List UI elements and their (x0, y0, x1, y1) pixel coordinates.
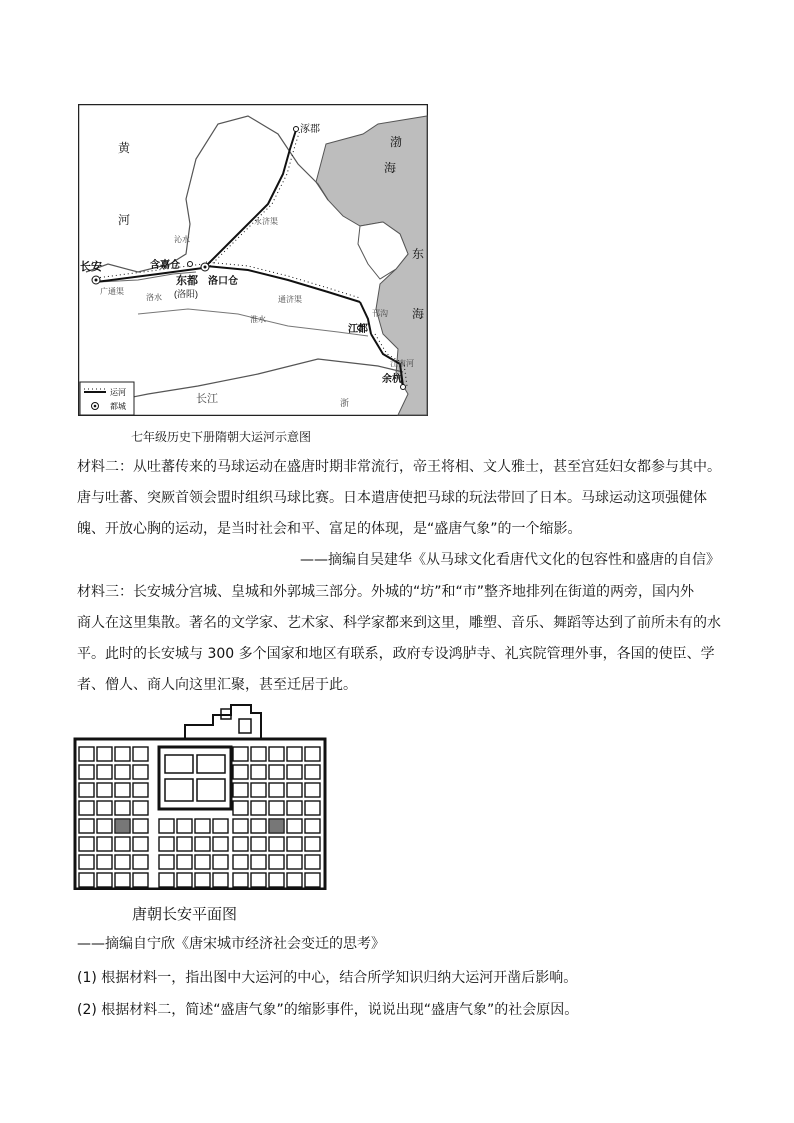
label-jiangnanhe: 江南河 (390, 359, 414, 368)
market-block (269, 819, 284, 833)
material-two-line: 唐与吐蕃、突厥首领会盟时组织马球比赛。日本遣唐使把马球的玩法带回了日本。马球运动这项强健体 (77, 490, 707, 506)
changan-plan-image (73, 703, 328, 890)
grand-canal-map-image (78, 104, 428, 416)
label-changan: 长安 (80, 261, 102, 273)
label-luoshui: 洛水 (146, 293, 162, 302)
market-block (115, 819, 130, 833)
label-qinshui: 沁水 (174, 235, 190, 244)
legend-canal-label: 运河 (110, 388, 126, 397)
label-dong: 东 (412, 247, 425, 261)
material-three-line: 者、僧人、商人向这里汇聚，甚至迁居于此。 (77, 677, 357, 693)
material-three (77, 577, 727, 701)
material-three-line: 商人在这里集散。著名的文学家、艺术家、科学家都来到这里，雕塑、音乐、舞蹈等达到了前所未有的水 (77, 615, 721, 631)
label-hanjiacang: 含嘉仓 (150, 260, 180, 271)
label-guangtongqu: 广通渠 (100, 287, 124, 296)
material-two-source: ——摘编自吴建华《从马球文化看唐代文化的包容性和盛唐的自信》 (300, 552, 720, 568)
label-huang: 黄 (118, 141, 131, 155)
label-hangou: 邗沟 (372, 309, 388, 318)
label-luoyang: (洛阳) (174, 289, 198, 299)
changan-plan-map (73, 703, 328, 890)
label-bo: 渤 (390, 135, 403, 149)
material-three-line: 平。此时的长安城与 300 多个国家和地区有联系，政府专设鸿胪寺、礼宾院管理外事，各国的使臣、学 (77, 646, 715, 662)
question-one: (1) 根据材料一，指出图中大运河的中心，结合所学知识归纳大运河开凿后影响。 (77, 970, 578, 986)
plan-caption: 唐朝长安平面图 (132, 905, 238, 923)
label-yuhang: 余杭 (382, 374, 402, 385)
grand-canal-map (78, 104, 428, 416)
material-two-line: 材料二：从吐蕃传来的马球运动在盛唐时期非常流行，帝王将相、文人雅士，甚至宫廷妇女都参与其中。 (77, 459, 721, 475)
map-legend (80, 382, 134, 415)
label-huaishui: 淮水 (250, 315, 266, 324)
label-yongjiqu: 永济渠 (254, 217, 278, 226)
label-changjiang: 长江 (196, 393, 218, 405)
material-two (77, 452, 727, 545)
material-two-line: 魄、开放心胸的运动，是当时社会和平、富足的体现，是“盛唐气象”的一个缩影。 (77, 521, 582, 537)
label-he: 河 (118, 213, 131, 227)
label-dongdu: 东都 (176, 275, 198, 287)
label-zhe: 浙 (340, 398, 350, 408)
label-hai1: 海 (384, 161, 397, 175)
material-three-line: 材料三：长安城分宫城、皇城和外郭城三部分。外城的“坊”和“市”整齐地排列在街道的两旁，国内外 (77, 584, 695, 600)
question-two: (2) 根据材料二，简述“盛唐气象”的缩影事件，说说出现“盛唐气象”的社会原因。 (77, 1002, 579, 1018)
label-jiangdu: 江都 (348, 324, 368, 335)
material-three-source: ——摘编自宁欣《唐宋城市经济社会变迁的思考》 (77, 936, 385, 952)
map-caption: 七年级历史下册隋朝大运河示意图 (131, 430, 312, 444)
label-luokoucang: 洛口仓 (208, 276, 238, 287)
label-hai2: 海 (412, 307, 425, 321)
legend-capital-label: 都城 (110, 402, 126, 411)
label-tongjiqu: 通济渠 (278, 295, 302, 304)
label-zhuojun: 涿郡 (300, 124, 320, 135)
